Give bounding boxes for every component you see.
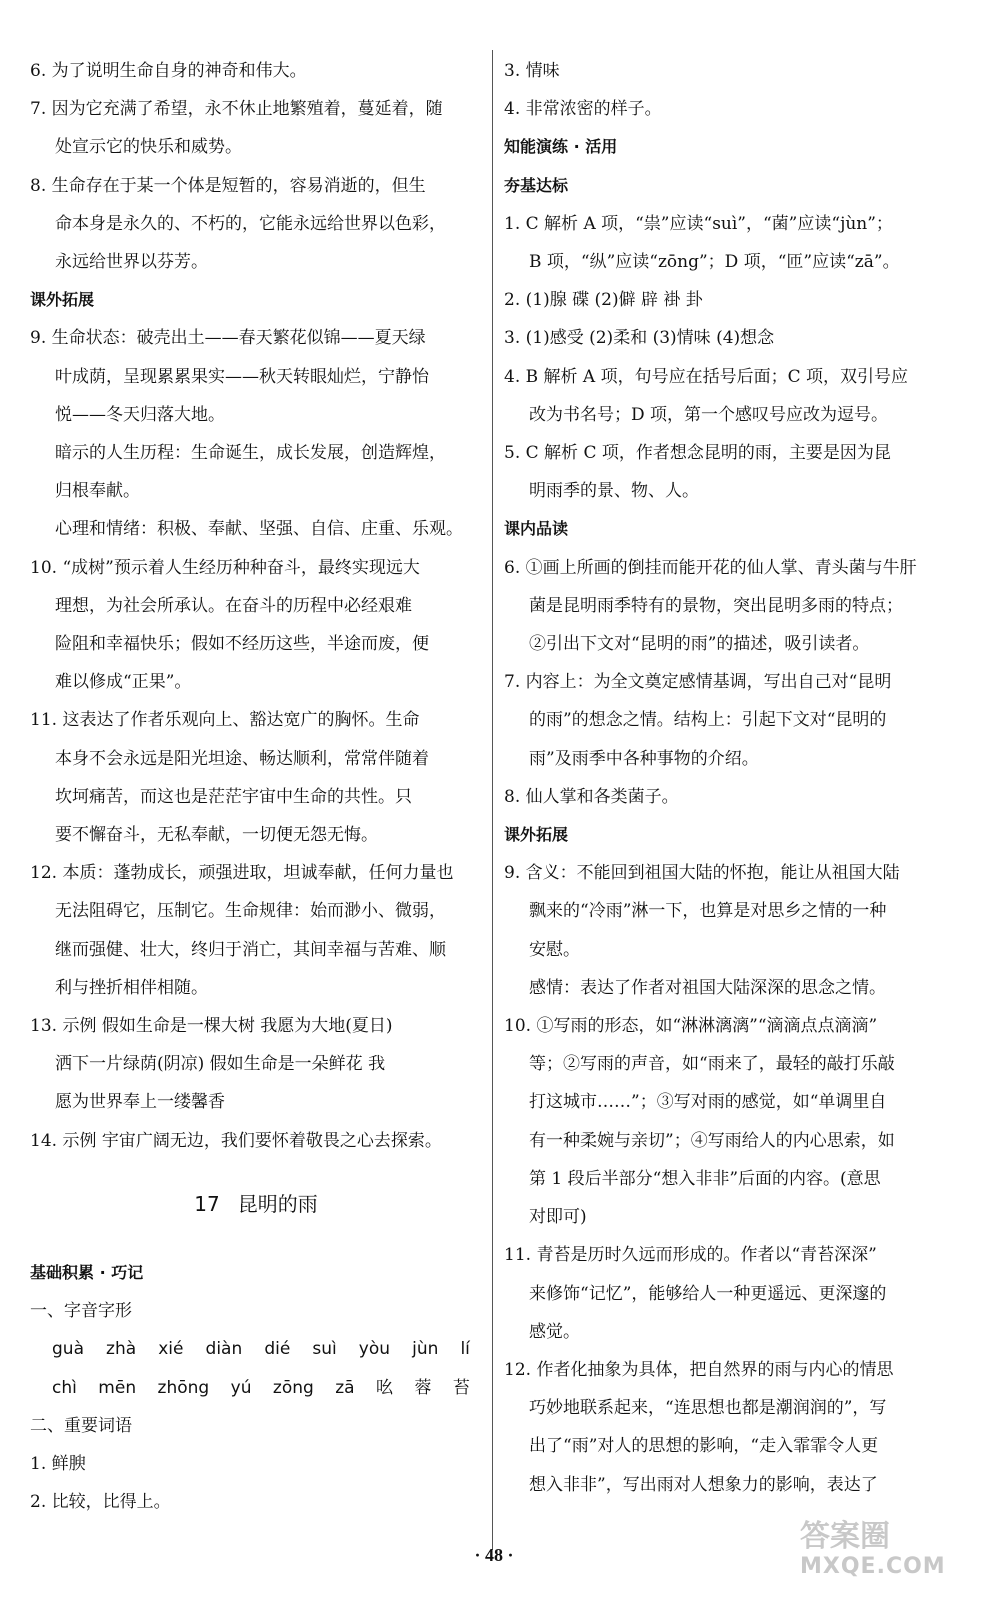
exercise-3: 3. (1)感受 (2)柔和 (3)情味 (4)想念 — [504, 328, 775, 349]
pinyin-item: zā — [335, 1377, 355, 1398]
text-line: 4. B 解析 A 项，句号应在括号后面；C 项，双引号应 — [504, 366, 909, 387]
exercise-10 — [504, 1007, 956, 1236]
exercise-9 — [504, 854, 956, 1007]
text-line: 10. ①写雨的形态，如“淋淋漓漓”“滴滴点点滴滴” — [504, 1016, 878, 1037]
lesson-name: 昆明的雨 — [237, 1191, 318, 1216]
text-line: 继而强健、壮大，终归于消亡，其间幸福与苦难、顺 — [55, 939, 446, 960]
text-line: 9. 生命状态：破壳出土——春天繁花似锦——夏天绿 — [30, 328, 426, 349]
text-line: 12. 本质：蓬勃成长，顽强进取，坦诚奉献，任何力量也 — [30, 863, 454, 884]
section-heading-extension-2: 课外拓展 — [504, 825, 569, 845]
vocab-4: 4. 非常浓密的样子。 — [504, 99, 662, 120]
pinyin-item: diàn — [205, 1339, 243, 1360]
text-line: 叶成荫，呈现累累果实——秋天转眼灿烂，宁静怡 — [55, 366, 429, 387]
text-line: 的雨”的想念之情。结构上：引起下文对“昆明的 — [529, 710, 887, 731]
text-line: 11. 这表达了作者乐观向上、豁达宽广的胸怀。生命 — [30, 710, 420, 731]
footer-dot: · — [474, 1545, 481, 1565]
text-line: 利与挫折相伴相随。 — [55, 977, 208, 998]
pinyin-item: lí — [460, 1339, 470, 1360]
lesson-title — [30, 1182, 482, 1226]
text-line: 暗示的人生历程：生命诞生，成长发展，创造辉煌， — [55, 443, 446, 464]
section-heading-reading: 课内品读 — [504, 519, 569, 539]
answer-6 — [30, 52, 482, 90]
exercise-6 — [504, 549, 956, 664]
answer-9 — [30, 319, 482, 548]
text-line: 永远给世界以芬芳。 — [55, 252, 208, 273]
pinyin-item: yòu — [358, 1339, 391, 1360]
pinyin-item: zhōng — [157, 1377, 210, 1398]
pinyin-item: yú — [230, 1377, 252, 1398]
section-heading-practice: 知能演练 · 活用 — [504, 137, 618, 157]
text-line: 愿为世界奉上一缕馨香 — [55, 1092, 225, 1113]
text-line: 等；②写雨的声音，如“雨来了，最轻的敲打乐敲 — [529, 1054, 895, 1075]
watermark-text: 答案圈 — [800, 1519, 890, 1554]
text-line: 处宣示它的快乐和威势。 — [55, 137, 242, 158]
vocab-3: 3. 情味 — [504, 61, 560, 81]
text-line: 来修饰“记忆”，能够给人一种更遥远、更深邃的 — [529, 1283, 887, 1304]
text-line: 10. “成树”预示着人生经历种种奋斗，最终实现远大 — [30, 557, 420, 578]
text-line: 13. 示例 假如生命是一棵大树 我愿为大地(夏日) — [30, 1016, 393, 1037]
text-line: ②引出下文对“昆明的雨”的描述，吸引读者。 — [529, 634, 870, 655]
pinyin-item: zhà — [106, 1339, 137, 1360]
text-line: 1. C 解析 A 项，“祟”应读“suì”，“菌”应读“jùn”； — [504, 213, 893, 234]
pinyin-item: 蓉 — [414, 1377, 432, 1398]
text-line: 雨”及雨季中各种事物的介绍。 — [529, 748, 759, 769]
answer-8 — [30, 167, 482, 282]
text-line: 明雨季的景、物、人。 — [529, 481, 699, 502]
text-line: 14. 示例 宇宙广阔无边，我们要怀着敬畏之心去探索。 — [30, 1130, 442, 1151]
text-line: 悦——冬天归落大地。 — [55, 404, 225, 425]
text-line: 无法阻碍它，压制它。生命规律：始而渺小、微弱， — [55, 901, 446, 922]
exercise-12 — [504, 1351, 956, 1504]
answer-14 — [30, 1122, 482, 1160]
text-line: 归根奉献。 — [55, 481, 140, 502]
text-line: 安慰。 — [529, 939, 580, 960]
pinyin-item: suì — [312, 1339, 337, 1360]
pinyin-item: chì — [52, 1377, 77, 1398]
answer-11 — [30, 701, 482, 854]
text-line: 命本身是永久的、不朽的，它能永远给世界以色彩， — [55, 213, 446, 234]
section-heading-basics: 基础积累 · 巧记 — [30, 1262, 144, 1282]
pinyin-item: zōng — [272, 1377, 314, 1398]
pinyin-item: mēn — [98, 1377, 137, 1398]
pinyin-row-2 — [30, 1369, 482, 1407]
text-line: 感觉。 — [529, 1321, 580, 1342]
subheading-pronunciation: 一、字音字形 — [30, 1301, 132, 1322]
column-divider — [492, 50, 493, 1550]
pinyin-item: jùn — [412, 1339, 439, 1360]
pinyin-item: guà — [52, 1339, 84, 1360]
exercise-11 — [504, 1236, 956, 1351]
text-line: 要不懈奋斗，无私奉献，一切便无怨无悔。 — [55, 825, 378, 846]
exercise-4 — [504, 358, 956, 434]
text-line: 菌是昆明雨季特有的景物，突出昆明多雨的特点； — [529, 595, 903, 616]
text-line: 11. 青苔是历时久远而形成的。作者以“青苔深深” — [504, 1245, 877, 1266]
exercise-8: 8. 仙人掌和各类菌子。 — [504, 786, 679, 807]
text-line: 飘来的“冷雨”淋一下，也算是对思乡之情的一种 — [529, 901, 887, 922]
pinyin-item: 吆 — [376, 1377, 394, 1398]
text-line: 第 1 段后半部分“想入非非”后面的内容。(意思 — [529, 1168, 881, 1189]
watermark-logo — [800, 1520, 946, 1580]
exercise-1 — [504, 205, 956, 281]
text-line: 难以修成“正果”。 — [55, 672, 192, 693]
text-line: 理想，为社会所承认。在奋斗的历程中必经艰难 — [55, 595, 412, 616]
footer-dot: · — [507, 1545, 514, 1565]
answer-13 — [30, 1007, 482, 1122]
vocab-1: 1. 鲜腴 — [30, 1453, 86, 1474]
exercise-5 — [504, 434, 956, 510]
text-line: 7. 内容上：为全文奠定感情基调，写出自己对“昆明 — [504, 672, 892, 693]
right-column — [504, 52, 956, 1504]
text-line: 想入非非”，写出雨对人想象力的影响，表达了 — [529, 1474, 878, 1495]
text-line: 坎坷痛苦，而这也是茫茫宇宙中生命的共性。只 — [55, 786, 412, 807]
watermark-url: MXQE.COM — [800, 1554, 946, 1579]
pinyin-row-1 — [30, 1330, 482, 1368]
answer-12 — [30, 854, 482, 1007]
text-line: 7. 因为它充满了希望，永不休止地繁殖着，蔓延着，随 — [30, 99, 443, 120]
subheading-vocabulary: 二、重要词语 — [30, 1415, 132, 1436]
pinyin-item: xié — [158, 1339, 184, 1360]
left-column — [30, 52, 482, 1521]
text-line: 出了“雨”对人的思想的影响，“走入霏霏令人更 — [529, 1436, 879, 1457]
answer-10 — [30, 549, 482, 702]
section-heading-foundation: 夯基达标 — [504, 175, 569, 195]
text-line: 改为书名号；D 项，第一个感叹号应改为逗号。 — [529, 404, 889, 425]
section-heading-extension: 课外拓展 — [30, 290, 95, 310]
text-line: 对即可) — [529, 1207, 587, 1228]
text-line: 打这城市……”；③写对雨的感觉，如“单调里自 — [529, 1092, 887, 1113]
text-line: 洒下一片绿荫(阴凉) 假如生命是一朵鲜花 我 — [55, 1054, 386, 1075]
text-line: 6. ①画上所画的倒挂而能开花的仙人掌、青头菌与牛肝 — [504, 557, 917, 578]
exercise-7 — [504, 663, 956, 778]
pinyin-item: 苔 — [452, 1377, 470, 1398]
text-line: 6. 为了说明生命自身的神奇和伟大。 — [30, 61, 307, 81]
text-line: 9. 含义：不能回到祖国大陆的怀抱，能让从祖国大陆 — [504, 863, 900, 884]
text-line: 巧妙地联系起来，“连思想也都是潮润润的”，写 — [529, 1398, 887, 1419]
exercise-2: 2. (1)腺 碟 (2)僻 辟 褂 卦 — [504, 290, 703, 311]
lesson-number: 17 — [194, 1191, 220, 1216]
text-line: 8. 生命存在于某一个体是短暂的，容易消逝的，但生 — [30, 175, 426, 196]
page-number-value: 48 — [485, 1545, 503, 1565]
answer-7 — [30, 90, 482, 166]
text-line: 感情：表达了作者对祖国大陆深深的思念之情。 — [529, 977, 886, 998]
text-line: 5. C 解析 C 项，作者想念昆明的雨，主要是因为昆 — [504, 443, 891, 464]
text-line: 心理和情绪：积极、奉献、坚强、自信、庄重、乐观。 — [55, 519, 463, 540]
text-line: 本身不会永远是阳光坦途、畅达顺利，常常伴随着 — [55, 748, 429, 769]
vocab-2: 2. 比较，比得上。 — [30, 1492, 171, 1513]
pinyin-item: dié — [264, 1339, 291, 1360]
text-line: 有一种柔婉与亲切”；④写雨给人的内心思索，如 — [529, 1130, 895, 1151]
text-line: 12. 作者化抽象为具体，把自然界的雨与内心的情思 — [504, 1359, 894, 1380]
text-line: 险阻和幸福快乐；假如不经历这些，半途而废，便 — [55, 634, 429, 655]
text-line: B 项，“纵”应读“zōng”；D 项，“匝”应读“zā”。 — [529, 252, 900, 273]
